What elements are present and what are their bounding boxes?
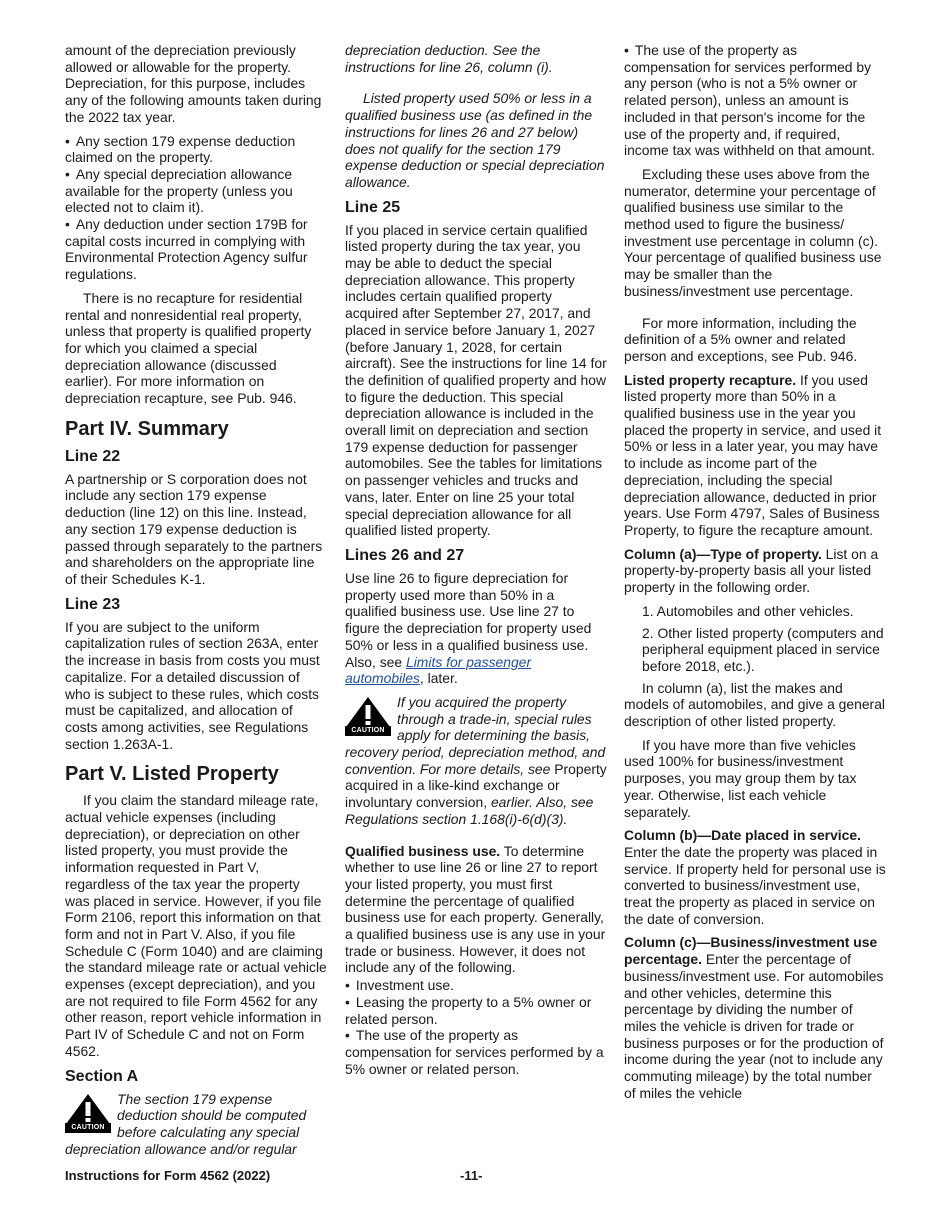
paragraph [624,934,886,1101]
list-item: • Any special depreciation allowance available for the property (unless you elected not to claim it). [65,166,327,216]
heading-line-23: Line 23 [65,595,121,613]
column-3 [624,42,886,1108]
list-item: • The use of the property as compensation for services performed by any person (who is not a 5% owner or related person), unless an amount is included in that person's income for the use of the property and, if required, income tax was withheld on that amount. [624,42,886,159]
caution-label: CAUTION [345,726,391,736]
run-in-heading: Column (b)—Date placed in service. [624,827,861,844]
list-item: • Any section 179 expense deduction claimed on the property. [65,133,327,166]
paragraph: In column (a), list the makes and models of automobiles, and give a general description of other listed property. [624,679,885,730]
text: Enter the date the property was placed in service. If property held for personal use is converted to business/investment use, treat the property as placed in service on the date of conversion. [624,843,886,927]
paragraph: amount of the depreciation previously allowed or allowable for the property. Depreciation, for this purpose, includes any of the following amounts taken during the 2022 tax year. [65,42,322,125]
bullet-list [345,977,607,1077]
caution-text: If you acquired the property through a trade-in, special rules apply for determining the basis, recovery period, depreciation method, and convention. For more details, see [345,693,606,777]
text: , later. [419,670,458,687]
numbered-list [624,603,886,675]
paragraph [624,372,886,539]
bullet-list [65,133,327,283]
run-in-heading: Column (a)—Type of property. [624,545,822,562]
heading-line-22: Line 22 [65,447,121,465]
heading-lines-26-27: Lines 26 and 27 [345,546,465,564]
run-in-heading: Column (c)—Business/investment use percentage. [624,934,878,968]
text: If you used listed property more than 50% in a qualified business use in the year you placed the property in service, and used it 50% or less in a later year, you may have to include as income part of the depreciation, including the special depreciation allowance, deducted in prior years. Use Form 4797, Sales of Business Property, to figure the recapture amount. [624,371,882,538]
text: Enter the percentage of business/investment use. For automobiles and other vehicles, determine this percentage by dividing the number of miles the vehicle is driven for trade or business purposes or for the production of income during the year (not to include any commuting mileage) by the total number of miles the vehicle [624,951,884,1101]
caution-text: The section 179 expense deduction should be computed before calculating any special depreciation allowance and/or regular [65,1090,307,1157]
paragraph [624,827,886,927]
paragraph: If you have more than five vehicles used 100% for business/investment purposes, you may group them by tax year. Otherwise, list each vehicle separately. [624,736,857,820]
column-2 [345,42,607,1084]
heading-section-a: Section A [65,1067,139,1085]
page-number: -11- [460,1168,483,1183]
paragraph [624,546,886,596]
list-item: • Any deduction under section 179B for capital costs incurred in complying with Environmental Protection Agency sulfur regulations. [65,216,327,283]
caution-label: CAUTION [65,1123,111,1133]
paragraph: If you claim the standard mileage rate, actual vehicle expenses (including depreciation), or depreciation on other listed property, you must provide the information requested in Part V, regardless of the tax year the property was placed in service. However, if you file Form 2106, report this information on that form and not in Part V. Also, if you file Schedule C (Form 1040) and are claiming the standard mileage rate or actual vehicle expenses (except depreciation), and you are not required to file Form 4562 for any other reason, report vehicle information in Part IV of Schedule C and not on Form 4562. [65,792,327,1059]
paragraph [345,570,607,687]
bullet-list [624,42,886,159]
list-item: • The use of the property as compensation for services performed by a 5% owner or related person. [345,1027,607,1077]
limits-passenger-automobiles-link[interactable]: Limits for passenger automobiles [345,653,532,687]
caution-note [345,694,607,828]
caution-text: earlier. Also, see Regulations section 1.168(i)-6(d)(3). [345,794,594,827]
text: To determine whether to use line 26 or line 27 to report your listed property, you must first determine the percentage of qualified business use for each property. Generally, a qualified business use is any use in your trade or business. However, it does not include any of the following. [345,842,606,976]
list-item: 2. Other listed property (computers and peripheral equipment placed in service before 2018, etc.). [642,624,884,674]
heading-part-v: Part V. Listed Property [65,763,279,786]
paragraph: If you placed in service certain qualified listed property during the tax year, you may be able to deduct the special depreciation allowance. This property includes certain qualified property acquired after September 27, 2017, and placed in service before January 1, 2027 (before January 1, 2028, for certain aircraft). See the instructions for line 14 for the definition of qualified property and how to figure the deduction. This special depreciation allowance is included in the overall limit on depreciation and section 179 expense deduction for passenger automobiles. See the tables for limitations on passenger vehicles and trucks and vans, later. Enter on line 25 your total special depreciation allowance for all qualified listed property. [345,221,607,539]
column-1 [65,42,327,1164]
caution-text-roman: Property acquired in a like-kind exchange or involuntary conversion, [345,760,607,811]
footer-title: Instructions for Form 4562 (2022) [65,1168,271,1183]
text: Use line 26 to figure depreciation for property used more than 50% in a qualified business use. Use line 27 to figure the depreciation for property used 50% or less in a qualified business use. Also, see [345,569,592,670]
paragraph: If you are subject to the uniform capitalization rules of section 263A, enter the increase in basis from costs you must capitalize. For a detailed discussion of who is subject to these rules, which costs must be capitalized, and allocation of costs among activities, see Regulations section 1.263A-1. [65,618,320,752]
caution-icon [345,696,391,736]
paragraph [345,843,607,977]
paragraph: For more information, including the definition of a 5% owner and related person and exceptions, see Pub. 946. [624,314,858,364]
paragraph: Excluding these uses above from the numerator, determine your percentage of qualified business use similar to the method used to figure the business/ investment use percentage in column (c). Your percentage of qualified business use may be smaller than the business/investment use percentage. [624,165,882,299]
caution-note [65,1091,327,1158]
caution-icon [65,1093,111,1133]
paragraph: Listed property used 50% or less in a qualified business use (as defined in the instructions for lines 26 and 27 below) does not qualify for the section 179 expense deduction or special depreciation allowance. [345,90,605,190]
heading-line-25: Line 25 [345,198,401,216]
run-in-heading: Qualified business use. [345,842,501,859]
list-item: • Investment use. [345,977,607,994]
heading-part-iv: Part IV. Summary [65,417,229,440]
list-item: 1. Automobiles and other vehicles. [642,602,854,619]
list-item: • Leasing the property to a 5% owner or related person. [345,994,607,1027]
paragraph: depreciation deduction. See the instructions for line 26, column (i). [345,42,553,75]
paragraph: A partnership or S corporation does not include any section 179 expense deduction (line 12) on this line. Instead, any section 179 expense deduction is passed through separately to the partners and shareholders on the appropriate line of their Schedules K-1. [65,470,323,587]
run-in-heading: Listed property recapture. [624,371,797,388]
text: List on a property-by-property basis all your listed property in the following order. [624,545,879,596]
paragraph: There is no recapture for residential rental and nonresidential real property, unless that property is qualified property for which you claimed a special depreciation allowance (discussed earlier). For more information on depreciation recapture, see Pub. 946. [65,289,312,407]
